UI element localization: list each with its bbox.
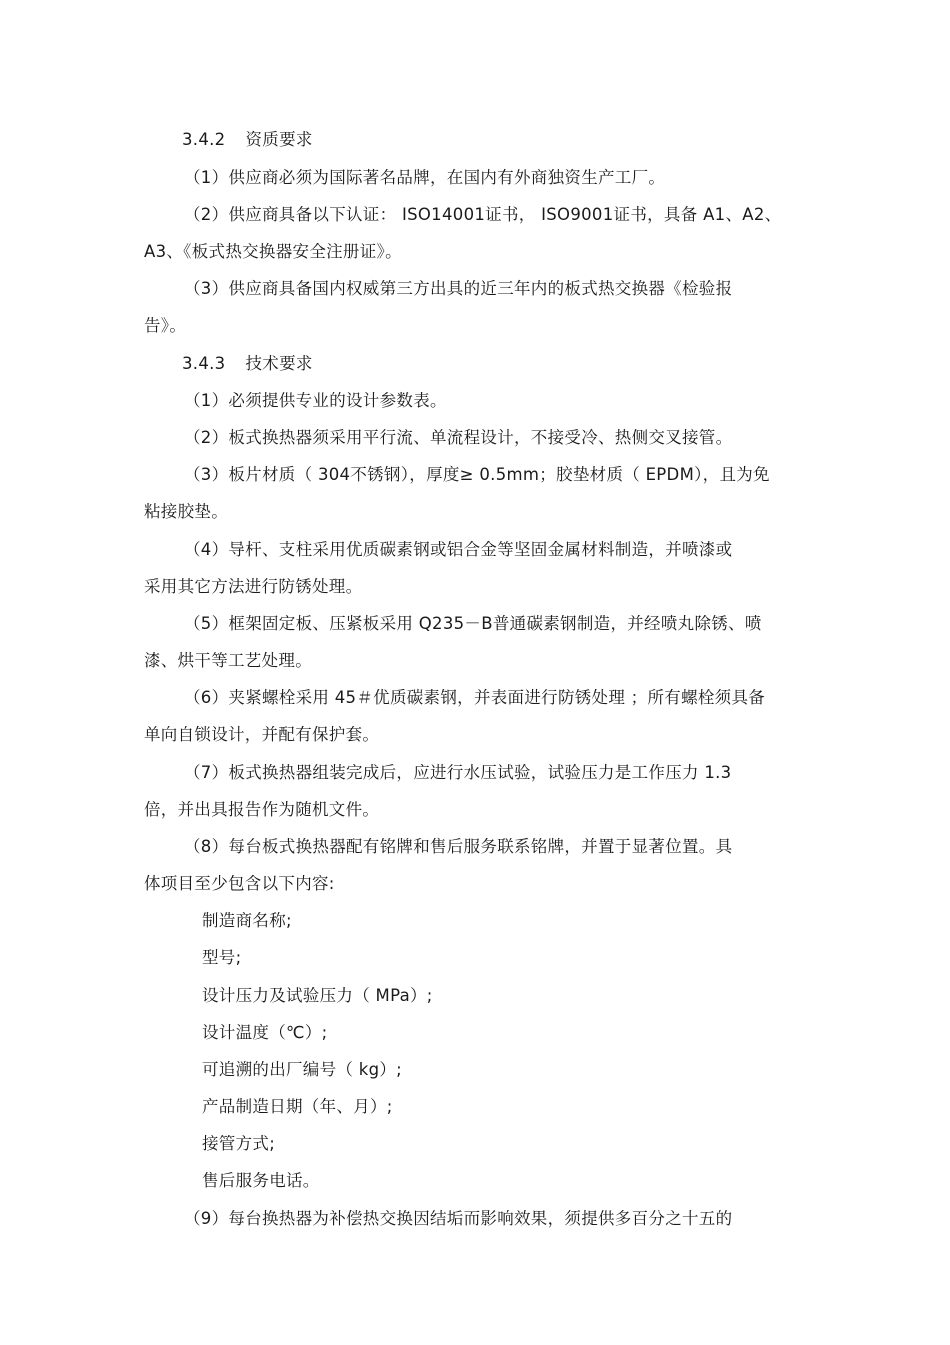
paragraph-q2-line1: （2）供应商具备以下认证： ISO14001证书， ISO9001证书，具备 A1、A2、 — [184, 205, 782, 224]
paragraph-t2: （2）板式换热器须采用平行流、单流程设计，不接受冷、热侧交叉接管。 — [184, 428, 733, 447]
paragraph-t5-line1: （5）框架固定板、压紧板采用 Q235－B普通碳素钢制造，并经喷丸除锈、喷 — [184, 614, 762, 633]
paragraph-t1: （1）必须提供专业的设计参数表。 — [184, 391, 447, 410]
paragraph-t5-line2: 漆、烘干等工艺处理。 — [144, 651, 312, 670]
section-heading-3-4-3 — [182, 353, 313, 375]
paragraph-q2-line2: A3、《板式热交换器安全注册证》。 — [144, 242, 402, 261]
list-item: 产品制造日期（年、月）; — [202, 1097, 393, 1116]
paragraph-t6-line2: 单向自锁设计，并配有保护套。 — [144, 725, 380, 744]
list-item: 接管方式; — [202, 1134, 276, 1153]
section-title: 资质要求 — [245, 130, 313, 149]
paragraph-q3-line1: （3）供应商具备国内权威第三方出具的近三年内的板式热交换器《检验报 — [184, 279, 733, 298]
list-item: 可追溯的出厂编号（ kg）; — [202, 1060, 403, 1079]
paragraph-t6-line1: （6）夹紧螺栓采用 45＃优质碳素钢，并表面进行防锈处理 ；所有螺栓须具备 — [184, 688, 766, 707]
paragraph-t8-line2: 体项目至少包含以下内容: — [144, 874, 335, 893]
paragraph-t4-line1: （4）导杆、支柱采用优质碳素钢或铝合金等坚固金属材料制造，并喷漆或 — [184, 540, 733, 559]
section-number: 3.4.3 — [182, 354, 226, 373]
paragraph-t3-line1: （3）板片材质（ 304不锈钢），厚度≥ 0.5mm；胶垫材质（ EPDM），且为免 — [184, 465, 770, 484]
section-title: 技术要求 — [245, 354, 313, 373]
list-item: 售后服务电话。 — [202, 1171, 320, 1190]
section-number: 3.4.2 — [182, 130, 226, 149]
paragraph-q1: （1）供应商必须为国际著名品牌，在国内有外商独资生产工厂。 — [184, 168, 666, 187]
paragraph-t7-line1: （7）板式换热器组装完成后，应进行水压试验，试验压力是工作压力 1.3 — [184, 763, 732, 782]
paragraph-t8-line1: （8）每台板式换热器配有铭牌和售后服务联系铭牌，并置于显著位置。具 — [184, 837, 733, 856]
list-item: 型号; — [202, 948, 242, 967]
list-item: 设计温度（℃）; — [202, 1023, 328, 1042]
paragraph-q3-line2: 告》。 — [144, 316, 187, 335]
list-item: 制造商名称; — [202, 911, 292, 930]
paragraph-t3-line2: 粘接胶垫。 — [144, 502, 228, 521]
paragraph-t4-line2: 采用其它方法进行防锈处理。 — [144, 577, 363, 596]
paragraph-t9: （9）每台换热器为补偿热交换因结垢而影响效果，须提供多百分之十五的 — [184, 1209, 733, 1228]
paragraph-t7-line2: 倍，并出具报告作为随机文件。 — [144, 800, 380, 819]
list-item: 设计压力及试验压力（ MPa）; — [202, 986, 433, 1005]
section-heading-3-4-2 — [182, 129, 313, 151]
